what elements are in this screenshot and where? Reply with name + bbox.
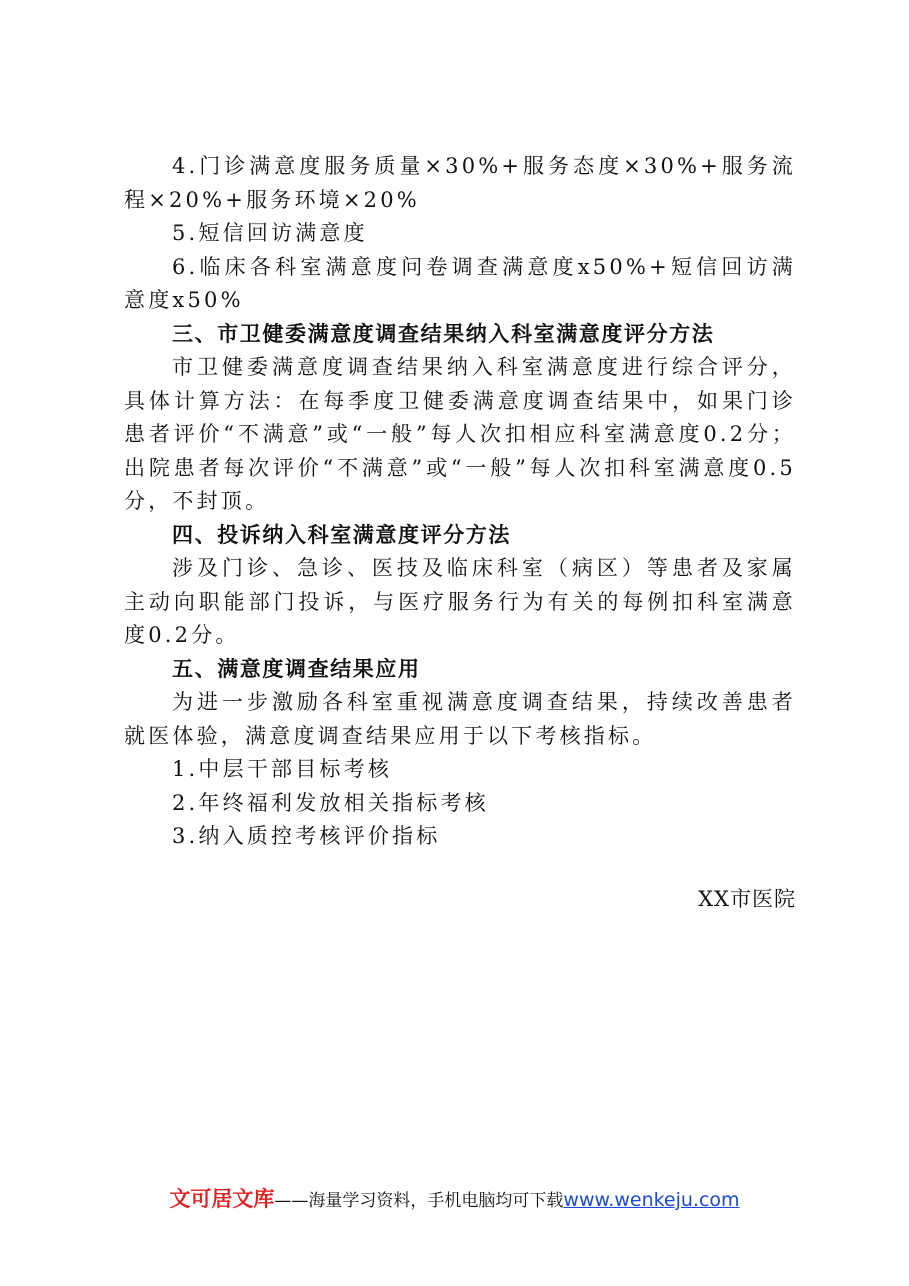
signature: XX市医院 <box>698 886 796 911</box>
section-body-3: 市卫健委满意度调查结果纳入科室满意度进行综合评分，具体计算方法：在每季度卫健委满意度调查结果中，如果门诊患者评价“不满意”或“一般”每人次扣相应科室满意度0.2分；出院患者每次评价“不满意”或“一般”每人次扣科室满意度0.5分，不封顶。 <box>124 355 796 513</box>
footer-slogan: ——海量学习资料，手机电脑均可下载 <box>274 1191 564 1211</box>
list-item: 2.年终福利发放相关指标考核 <box>172 790 489 815</box>
list-item: 3.纳入质控考核评价指标 <box>172 824 441 848</box>
section-body-5: 为进一步激励各科室重视满意度调查结果，持续改善患者就医体验，满意度调查结果应用于以下考核指标。 <box>124 690 796 748</box>
paragraph-outpatient-formula: 4.门诊满意度服务质量×30%+服务态度×30%+服务流程×20%+服务环境×20% <box>124 154 796 212</box>
paragraph-sms-satisfaction: 5.短信回访满意度 <box>172 221 368 245</box>
brand-logo-text: 文可居文库 <box>169 1187 275 1211</box>
section-heading-4: 四、投诉纳入科室满意度评分方法 <box>172 522 511 547</box>
document-page <box>124 150 796 916</box>
section-heading-3: 三、市卫健委满意度调查结果纳入科室满意度评分方法 <box>172 321 715 346</box>
section-heading-5: 五、满意度调查结果应用 <box>172 656 421 681</box>
paragraph-clinical-formula: 6.临床各科室满意度问卷调查满意度x50%+短信回访满意度x50% <box>124 254 796 312</box>
website-link[interactable]: www.wenkeju.com <box>563 1189 740 1211</box>
list-item: 1.中层干部目标考核 <box>172 757 393 781</box>
footer-banner <box>0 1183 909 1213</box>
section-body-4: 涉及门诊、急诊、医技及临床科室（病区）等患者及家属主动向职能部门投诉，与医疗服务行为有关的每例扣科室满意度0.2分。 <box>124 556 796 647</box>
